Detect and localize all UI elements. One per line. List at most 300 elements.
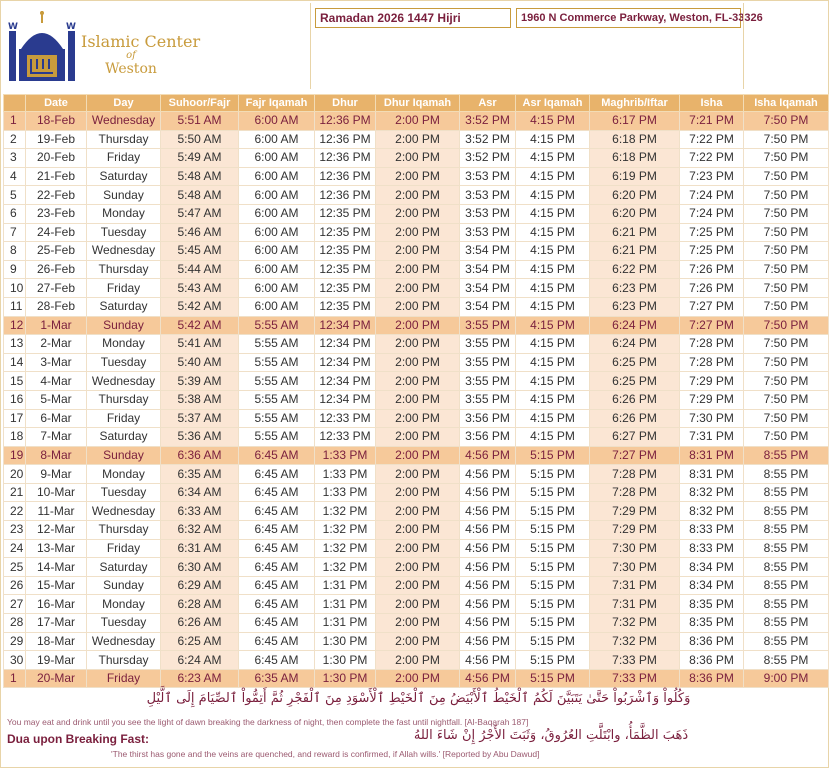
table-cell: 6:19 PM [590, 167, 680, 186]
table-cell: 2:00 PM [376, 335, 460, 354]
table-cell: 4:15 PM [516, 186, 590, 205]
table-cell: 22-Feb [26, 186, 87, 205]
table-cell: 29 [4, 632, 26, 651]
table-cell: 6:25 PM [590, 372, 680, 391]
table-cell: 1:33 PM [315, 465, 376, 484]
table-cell: 12:35 PM [315, 279, 376, 298]
table-cell: 5:42 AM [161, 297, 239, 316]
table-cell: 7:26 PM [680, 260, 744, 279]
table-cell: 7:22 PM [680, 149, 744, 168]
table-row [4, 483, 829, 502]
table-cell: 4:15 PM [516, 353, 590, 372]
table-cell: 4:56 PM [460, 483, 516, 502]
table-cell: 3:54 PM [460, 242, 516, 261]
table-cell: 7:25 PM [680, 242, 744, 261]
table-cell: 7:27 PM [680, 316, 744, 335]
table-cell: 7:50 PM [744, 167, 829, 186]
column-header: Dhur [315, 95, 376, 112]
table-cell: 7:50 PM [744, 409, 829, 428]
table-cell: 20-Mar [26, 669, 87, 688]
table-cell: 8:55 PM [744, 632, 829, 651]
prayer-timetable [3, 94, 829, 688]
table-cell: 6:25 PM [590, 353, 680, 372]
table-cell: 5:43 AM [161, 279, 239, 298]
table-cell: 7:29 PM [590, 521, 680, 540]
table-cell: 18-Feb [26, 112, 87, 131]
table-cell: 4:15 PM [516, 260, 590, 279]
table-cell: 10 [4, 279, 26, 298]
table-cell: 4:56 PM [460, 632, 516, 651]
table-cell: 26-Feb [26, 260, 87, 279]
table-cell: 22 [4, 502, 26, 521]
table-cell: 2:00 PM [376, 167, 460, 186]
table-cell: 19 [4, 446, 26, 465]
table-cell: 4 [4, 167, 26, 186]
table-cell: 8:33 PM [680, 521, 744, 540]
table-cell: 1:30 PM [315, 651, 376, 670]
table-cell: 16 [4, 390, 26, 409]
table-cell: 15-Mar [26, 576, 87, 595]
table-cell: 6:27 PM [590, 428, 680, 447]
table-cell: 7:50 PM [744, 223, 829, 242]
table-cell: 7:22 PM [680, 130, 744, 149]
table-cell: 6:00 AM [239, 204, 315, 223]
table-cell: 2:00 PM [376, 204, 460, 223]
table-cell: 17-Mar [26, 614, 87, 633]
table-cell: 3 [4, 149, 26, 168]
table-cell: 21-Feb [26, 167, 87, 186]
table-cell: 7:31 PM [590, 595, 680, 614]
table-cell: 7:31 PM [590, 576, 680, 595]
table-cell: 27-Feb [26, 279, 87, 298]
table-cell: 5:15 PM [516, 595, 590, 614]
table-row [4, 521, 829, 540]
table-cell: 5:38 AM [161, 390, 239, 409]
table-cell: 7:29 PM [590, 502, 680, 521]
table-cell: 5:15 PM [516, 483, 590, 502]
table-cell: 5:15 PM [516, 614, 590, 633]
table-row [4, 390, 829, 409]
table-cell: 7:33 PM [590, 651, 680, 670]
table-cell: 6:45 AM [239, 558, 315, 577]
table-row [4, 428, 829, 447]
table-cell: 7:30 PM [590, 539, 680, 558]
table-cell: 4:56 PM [460, 446, 516, 465]
table-cell: 23-Feb [26, 204, 87, 223]
table-cell: 12:34 PM [315, 316, 376, 335]
table-cell: 4:15 PM [516, 390, 590, 409]
table-cell: 2:00 PM [376, 502, 460, 521]
table-cell: 4:56 PM [460, 539, 516, 558]
table-cell: 6:35 AM [161, 465, 239, 484]
table-cell: Thursday [87, 260, 161, 279]
table-cell: 7:27 PM [590, 446, 680, 465]
table-cell: 17 [4, 409, 26, 428]
table-cell: 2:00 PM [376, 483, 460, 502]
table-cell: 6:45 AM [239, 576, 315, 595]
table-cell: Friday [87, 149, 161, 168]
table-cell: 3:55 PM [460, 390, 516, 409]
table-cell: 8:36 PM [680, 651, 744, 670]
table-cell: 6:23 PM [590, 297, 680, 316]
table-cell: 18 [4, 428, 26, 447]
column-header: Maghrib/Iftar [590, 95, 680, 112]
table-cell: Wednesday [87, 372, 161, 391]
table-cell: 7:25 PM [680, 223, 744, 242]
table-cell: 4-Mar [26, 372, 87, 391]
table-cell: Friday [87, 669, 161, 688]
table-cell: 3:54 PM [460, 297, 516, 316]
table-cell: 12:35 PM [315, 260, 376, 279]
column-header: Asr [460, 95, 516, 112]
table-cell: 6:32 AM [161, 521, 239, 540]
table-cell: 4:15 PM [516, 335, 590, 354]
column-header: Dhur Iqamah [376, 95, 460, 112]
table-header-row [4, 95, 829, 112]
table-cell: 7:50 PM [744, 353, 829, 372]
table-cell: 5-Mar [26, 390, 87, 409]
table-cell: 7:50 PM [744, 242, 829, 261]
table-cell: 8:55 PM [744, 539, 829, 558]
table-cell: 6-Mar [26, 409, 87, 428]
table-body [4, 112, 829, 688]
table-cell: 7:50 PM [744, 372, 829, 391]
table-cell: 2:00 PM [376, 539, 460, 558]
table-cell: Tuesday [87, 223, 161, 242]
table-cell: 6:23 AM [161, 669, 239, 688]
table-cell: 8:35 PM [680, 595, 744, 614]
table-row [4, 167, 829, 186]
table-cell: 6:24 AM [161, 651, 239, 670]
table-cell: Saturday [87, 297, 161, 316]
table-cell: 4:56 PM [460, 669, 516, 688]
table-cell: 3:54 PM [460, 279, 516, 298]
table-cell: 2:00 PM [376, 279, 460, 298]
table-cell: 6:26 PM [590, 390, 680, 409]
table-cell: 2:00 PM [376, 390, 460, 409]
table-cell: 1:31 PM [315, 614, 376, 633]
table-cell: 5:48 AM [161, 186, 239, 205]
table-cell: 2:00 PM [376, 112, 460, 131]
table-cell: 1:31 PM [315, 576, 376, 595]
table-cell: 7-Mar [26, 428, 87, 447]
table-cell: 6:35 AM [239, 669, 315, 688]
table-cell: 3:55 PM [460, 353, 516, 372]
table-cell: 2:00 PM [376, 372, 460, 391]
table-row [4, 558, 829, 577]
table-row [4, 409, 829, 428]
table-cell: 2:00 PM [376, 632, 460, 651]
table-cell: Monday [87, 335, 161, 354]
table-cell: Sunday [87, 446, 161, 465]
table-cell: 7:50 PM [744, 130, 829, 149]
table-cell: 20 [4, 465, 26, 484]
table-cell: 2:00 PM [376, 316, 460, 335]
table-row [4, 614, 829, 633]
table-cell: 4:15 PM [516, 149, 590, 168]
table-cell: 7:28 PM [590, 483, 680, 502]
table-cell: 7:28 PM [590, 465, 680, 484]
table-cell: 5:15 PM [516, 465, 590, 484]
table-cell: 12-Mar [26, 521, 87, 540]
table-cell: 5:47 AM [161, 204, 239, 223]
table-cell: 7:26 PM [680, 279, 744, 298]
table-cell: 8:55 PM [744, 651, 829, 670]
table-row [4, 260, 829, 279]
table-cell: 6:20 PM [590, 186, 680, 205]
table-cell: 19-Feb [26, 130, 87, 149]
table-cell: 5:15 PM [516, 521, 590, 540]
table-cell: 8:31 PM [680, 465, 744, 484]
table-cell: 12:35 PM [315, 242, 376, 261]
table-cell: 2:00 PM [376, 260, 460, 279]
table-cell: 9 [4, 260, 26, 279]
table-row [4, 335, 829, 354]
mosque-address: 1960 N Commerce Parkway, Weston, FL-33326 [516, 8, 741, 28]
table-cell: 3:56 PM [460, 409, 516, 428]
table-cell: 6:29 AM [161, 576, 239, 595]
table-cell: 9:00 PM [744, 669, 829, 688]
table-cell: 12:34 PM [315, 390, 376, 409]
quran-verse-english: You may eat and drink until you see the light of dawn breaking the darkness of night, then complete the fast until nightfall. [Al-Baqarah 187] [7, 717, 529, 727]
table-cell: 7:23 PM [680, 167, 744, 186]
table-cell: 5 [4, 186, 26, 205]
table-cell: 12 [4, 316, 26, 335]
table-row [4, 204, 829, 223]
table-cell: 7:29 PM [680, 390, 744, 409]
table-cell: 6:36 AM [161, 446, 239, 465]
logo-line1: Islamic Center [81, 32, 201, 51]
table-cell: 4:15 PM [516, 130, 590, 149]
table-cell: 6:45 AM [239, 465, 315, 484]
table-cell: 6:21 PM [590, 223, 680, 242]
table-cell: 6:00 AM [239, 260, 315, 279]
table-cell: 18-Mar [26, 632, 87, 651]
table-row [4, 186, 829, 205]
table-row [4, 149, 829, 168]
table-cell: 3:53 PM [460, 223, 516, 242]
table-cell: 7:50 PM [744, 204, 829, 223]
table-cell: 6:00 AM [239, 242, 315, 261]
table-cell: 6:45 AM [239, 502, 315, 521]
table-cell: 5:39 AM [161, 372, 239, 391]
table-cell: 24-Feb [26, 223, 87, 242]
table-cell: 2:00 PM [376, 614, 460, 633]
table-cell: 4:15 PM [516, 316, 590, 335]
table-cell: 5:46 AM [161, 223, 239, 242]
table-cell: 5:44 AM [161, 260, 239, 279]
table-cell: 30 [4, 651, 26, 670]
table-cell: 8-Mar [26, 446, 87, 465]
table-cell: 7:31 PM [680, 428, 744, 447]
table-cell: Saturday [87, 558, 161, 577]
table-cell: Thursday [87, 651, 161, 670]
table-cell: 12:34 PM [315, 372, 376, 391]
table-cell: 8:55 PM [744, 446, 829, 465]
table-cell: 2-Mar [26, 335, 87, 354]
table-cell: 27 [4, 595, 26, 614]
table-row [4, 372, 829, 391]
table-cell: 1:30 PM [315, 632, 376, 651]
table-cell: 6:30 AM [161, 558, 239, 577]
table-cell: 12:36 PM [315, 130, 376, 149]
table-cell: 7:50 PM [744, 428, 829, 447]
table-cell: 4:56 PM [460, 651, 516, 670]
table-cell: 7:50 PM [744, 390, 829, 409]
table-cell: 7:50 PM [744, 112, 829, 131]
table-cell: 5:42 AM [161, 316, 239, 335]
table-cell: 12:34 PM [315, 353, 376, 372]
table-cell: Friday [87, 409, 161, 428]
table-cell: 7:50 PM [744, 316, 829, 335]
table-cell: 1:32 PM [315, 539, 376, 558]
table-cell: 4:15 PM [516, 372, 590, 391]
table-cell: 4:56 PM [460, 502, 516, 521]
table-row [4, 539, 829, 558]
table-cell: 12:35 PM [315, 204, 376, 223]
table-cell: 6:45 AM [239, 446, 315, 465]
table-cell: 4:15 PM [516, 167, 590, 186]
table-cell: 5:36 AM [161, 428, 239, 447]
table-cell: 2:00 PM [376, 521, 460, 540]
table-cell: 6:00 AM [239, 223, 315, 242]
table-cell: 3:55 PM [460, 316, 516, 335]
table-cell: 5:55 AM [239, 335, 315, 354]
table-cell: 1:32 PM [315, 502, 376, 521]
svg-text:W: W [66, 22, 76, 32]
table-cell: 6:31 AM [161, 539, 239, 558]
table-cell: 6:45 AM [239, 632, 315, 651]
table-cell: 4:56 PM [460, 521, 516, 540]
table-cell: Sunday [87, 316, 161, 335]
table-cell: Monday [87, 465, 161, 484]
table-row [4, 279, 829, 298]
table-cell: 1:33 PM [315, 446, 376, 465]
table-row [4, 465, 829, 484]
table-cell: 3:56 PM [460, 428, 516, 447]
table-row [4, 632, 829, 651]
table-cell: 3:52 PM [460, 149, 516, 168]
table-cell: 28 [4, 614, 26, 633]
table-cell: 8:36 PM [680, 669, 744, 688]
table-cell: 5:55 AM [239, 428, 315, 447]
table-cell: 6:00 AM [239, 149, 315, 168]
table-cell: 21 [4, 483, 26, 502]
table-cell: Sunday [87, 576, 161, 595]
table-cell: 4:15 PM [516, 204, 590, 223]
table-cell: 26 [4, 576, 26, 595]
table-cell: 13 [4, 335, 26, 354]
table-cell: Monday [87, 204, 161, 223]
table-cell: 2:00 PM [376, 186, 460, 205]
table-cell: 6:26 PM [590, 409, 680, 428]
table-cell: 6:45 AM [239, 539, 315, 558]
column-header: Suhoor/Fajr [161, 95, 239, 112]
table-cell: 7:50 PM [744, 335, 829, 354]
dua-english: 'The thirst has gone and the veins are quenched, and reward is confirmed, if Allah wills.' [Reported by Abu Dawud] [111, 749, 540, 759]
table-row [4, 112, 829, 131]
table-cell: 1:31 PM [315, 595, 376, 614]
table-cell: 12:34 PM [315, 335, 376, 354]
table-cell: 20-Feb [26, 149, 87, 168]
table-cell: 5:15 PM [516, 446, 590, 465]
table-cell: 7:28 PM [680, 353, 744, 372]
column-header: Fajr Iqamah [239, 95, 315, 112]
table-cell: Thursday [87, 390, 161, 409]
table-row [4, 669, 829, 688]
table-cell: 4:15 PM [516, 223, 590, 242]
table-cell: 7:30 PM [680, 409, 744, 428]
table-cell: 6:18 PM [590, 130, 680, 149]
table-cell: 1 [4, 112, 26, 131]
table-cell: 3:54 PM [460, 260, 516, 279]
table-cell: 7:50 PM [744, 279, 829, 298]
column-header: Date [26, 95, 87, 112]
table-cell: 6 [4, 204, 26, 223]
table-cell: 3:53 PM [460, 204, 516, 223]
table-cell: 12:33 PM [315, 428, 376, 447]
table-cell: 4:56 PM [460, 576, 516, 595]
table-cell: 12:35 PM [315, 297, 376, 316]
calendar-title: Ramadan 2026 1447 Hijri [315, 8, 511, 28]
table-row [4, 502, 829, 521]
column-header: Isha [680, 95, 744, 112]
mosque-logo-icon [7, 9, 77, 83]
table-cell: 4:56 PM [460, 558, 516, 577]
table-cell: 5:15 PM [516, 558, 590, 577]
table-cell: 5:15 PM [516, 539, 590, 558]
table-cell: 5:15 PM [516, 502, 590, 521]
table-cell: Friday [87, 539, 161, 558]
table-cell: 3:52 PM [460, 112, 516, 131]
table-cell: Tuesday [87, 483, 161, 502]
table-cell: 8:32 PM [680, 502, 744, 521]
table-cell: 7:50 PM [744, 297, 829, 316]
table-cell: 3:52 PM [460, 130, 516, 149]
table-cell: 3:55 PM [460, 335, 516, 354]
table-cell: Saturday [87, 428, 161, 447]
table-cell: 2:00 PM [376, 353, 460, 372]
table-cell: 8:34 PM [680, 576, 744, 595]
dua-label: Dua upon Breaking Fast: [7, 732, 150, 746]
table-cell: 2:00 PM [376, 409, 460, 428]
table-row [4, 130, 829, 149]
logo-line2: of [126, 50, 136, 61]
table-row [4, 353, 829, 372]
table-cell: 5:55 AM [239, 353, 315, 372]
table-cell: 15 [4, 372, 26, 391]
table-cell: 5:55 AM [239, 372, 315, 391]
table-cell: Tuesday [87, 614, 161, 633]
table-cell: 1:30 PM [315, 669, 376, 688]
column-header: Day [87, 95, 161, 112]
table-cell: 2:00 PM [376, 576, 460, 595]
table-cell: 8:31 PM [680, 446, 744, 465]
table-cell: 10-Mar [26, 483, 87, 502]
table-cell: 7:33 PM [590, 669, 680, 688]
table-cell: Friday [87, 279, 161, 298]
table-cell: 2:00 PM [376, 242, 460, 261]
table-cell: 4:56 PM [460, 465, 516, 484]
table-cell: 5:15 PM [516, 651, 590, 670]
table-cell: 6:23 PM [590, 279, 680, 298]
table-cell: Thursday [87, 521, 161, 540]
table-cell: 28-Feb [26, 297, 87, 316]
table-cell: 12:35 PM [315, 223, 376, 242]
table-cell: 11 [4, 297, 26, 316]
table-cell: 7:28 PM [680, 335, 744, 354]
table-cell: 2:00 PM [376, 465, 460, 484]
